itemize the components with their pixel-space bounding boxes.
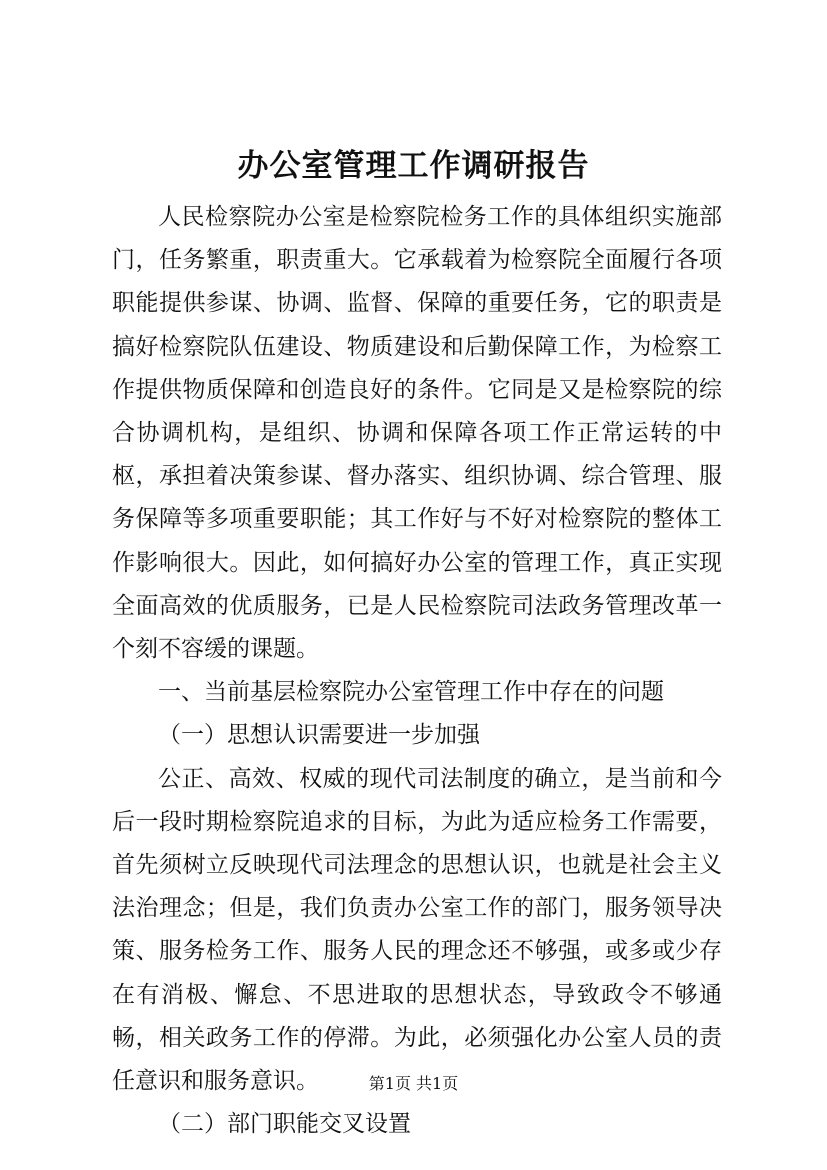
- paragraph-subsection-1: 公正、高效、权威的现代司法制度的确立，是当前和今后一段时期检察院追求的目标，为此为适应检务工作需要，首先须树立反映现代司法理念的思想认识，也就是社会主义法治理念；但是，我们负责办公室工作的部门，服务领导决策、服务检务工作、服务人民的理念还不够强，或多或少存在有消极、懈怠、不思进取的思想状态，导致政令不够通畅，相关政务工作的停滞。为此，必须强化办公室人员的责任意识和服务意识。: [112, 765, 722, 1095]
- section-heading-1: 一、当前基层检察院办公室管理工作中存在的问题: [158, 679, 664, 706]
- document-body: [112, 196, 722, 1146]
- subsection-heading-2: （二）部门职能交叉设置: [158, 1111, 411, 1138]
- document-title: 办公室管理工作调研报告: [237, 148, 590, 184]
- page-footer: 第1页 共1页: [368, 1074, 459, 1093]
- subsection-heading-1: （一）思想认识需要进一步加强: [158, 722, 480, 749]
- paragraph-intro: 人民检察院办公室是检察院检务工作的具体组织实施部门，任务繁重，职责重大。它承载着为检察院全面履行各项职能提供参谋、协调、监督、保障的重要任务，它的职责是搞好检察院队伍建设、物质建设和后勤保障工作，为检察工作提供物质保障和创造良好的条件。它同是又是检察院的综合协调机构，是组织、协调和保障各项工作正常运转的中枢，承担着决策参谋、督办落实、组织协调、综合管理、服务保障等多项重要职能；其工作好与不好对检察院的整体工作影响很大。因此，如何搞好办公室的管理工作，真正实现全面高效的优质服务，已是人民检察院司法政务管理改革一个刻不容缓的课题。: [112, 204, 722, 663]
